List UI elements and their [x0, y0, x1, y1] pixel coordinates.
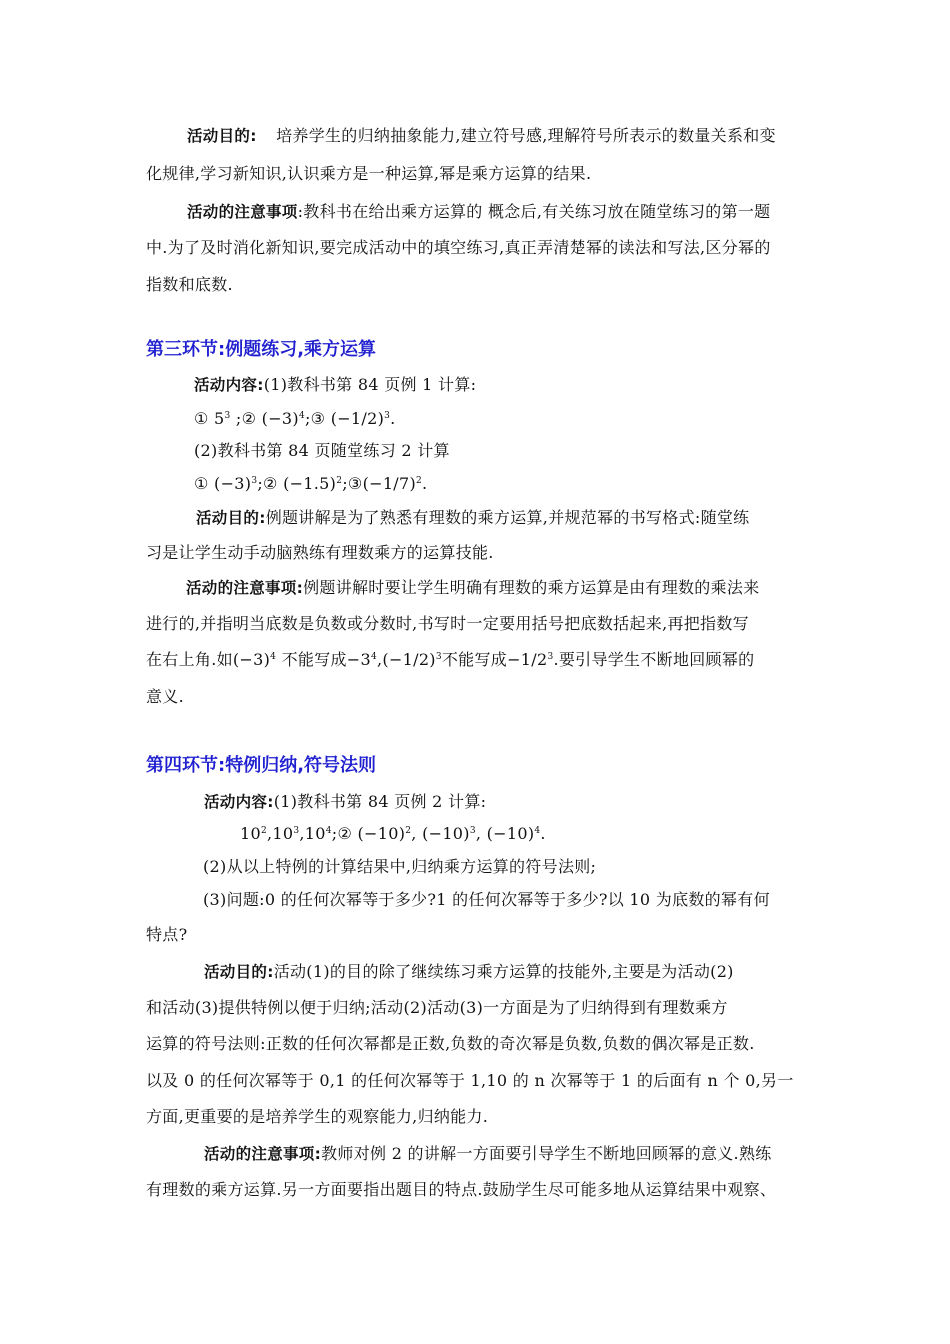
exponent: 3 [251, 476, 258, 486]
exponent: 2 [336, 476, 343, 486]
notes-text: 例题讲解时要让学生明确有理数的乘方运算是由有理数的乘法来 [303, 578, 760, 597]
purpose-text: 培养学生的归纳抽象能力,建立符号感,理解符号所表示的数量关系和变 [276, 126, 776, 145]
expr-text: ;② (−1.5) [257, 474, 337, 493]
notes-paragraph-line [204, 1144, 772, 1164]
purpose-paragraph-line [204, 962, 734, 982]
content-line [204, 792, 486, 812]
notes-text: 在右上角.如(−3) [146, 650, 271, 669]
purpose-label: 活动目的: [204, 963, 274, 981]
purpose-text-line: 化规律,学习新知识,认识乘方是一种运算,幂是乘方运算的结果. [146, 164, 592, 183]
exponent: 4 [370, 652, 378, 662]
expr-text: ,10 [267, 824, 294, 843]
exponent: 4 [298, 411, 305, 421]
expr-text: ;② (−10) [331, 824, 406, 843]
purpose-text-line: 运算的符号法则:正数的任何次幂都是正数,负数的奇次幂是负数,负数的偶次幂是正数. [146, 1034, 755, 1053]
notes-text-line: 中.为了及时消化新知识,要完成活动中的填空练习,真正弄清楚幂的读法和写法,区分幂的 [146, 238, 771, 257]
notes-paragraph-line [187, 202, 770, 222]
notes-text: :教科书在给出乘方运算的 概念后,有关练习放在随堂练习的第一题 [297, 202, 771, 221]
notes-label: 活动的注意事项: [186, 579, 304, 597]
content-text-line: (2)从以上特例的计算结果中,归纳乘方运算的符号法则; [203, 857, 597, 876]
exponent: 3 [435, 652, 442, 662]
exercise-line [194, 474, 427, 494]
purpose-text-line: 习是让学生动手动脑熟练有理数乘方的运算技能. [146, 543, 494, 562]
expr-text: , (−10) [475, 824, 535, 843]
exponent: 3 [384, 411, 391, 421]
exponent: 3 [469, 826, 476, 836]
expr-text: ;③(−1/7) [342, 474, 417, 493]
notes-text-line: 有理数的乘方运算.另一方面要指出题目的特点.鼓励学生尽可能多地从运算结果中观察、 [146, 1180, 777, 1199]
content-text: (1)教科书第 84 页例 1 计算: [263, 375, 477, 394]
expr-text: ① (−3) [194, 474, 252, 493]
purpose-text: 活动(1)的目的除了继续练习乘方运算的技能外,主要是为活动(2) [273, 962, 734, 981]
exponent: 4 [534, 826, 541, 836]
expr-text: . [422, 474, 428, 493]
expr-text: 10 [240, 824, 261, 843]
exponent: 4 [325, 826, 332, 836]
notes-text-line: 指数和底数. [146, 275, 233, 294]
exponent: 2 [405, 826, 412, 836]
notes-text-line: 意义. [146, 687, 184, 706]
purpose-text-line: 和活动(3)提供特例以便于归纳;活动(2)活动(3)一方面是为了归纳得到有理数乘方 [146, 998, 728, 1017]
exercise-line [240, 824, 546, 844]
content-label: 活动内容: [194, 376, 264, 394]
exponent: 2 [260, 826, 267, 836]
exponent: 4 [270, 652, 277, 662]
notes-text: 不能写成−3 [276, 650, 371, 669]
content-text-line: 特点? [146, 925, 188, 944]
exponent: 3 [547, 652, 554, 662]
purpose-text-line: 方面,更重要的是培养学生的观察能力,归纳能力. [146, 1107, 489, 1126]
expr-text: , (−10) [411, 824, 470, 843]
notes-label: 活动的注意事项: [204, 1145, 322, 1163]
notes-paragraph-line [186, 578, 760, 598]
exponent: 3 [224, 411, 231, 421]
notes-text-line: 进行的,并指明当底数是负数或分数时,书写时一定要用括号把底数括起来,再把指数写 [146, 614, 749, 633]
exponent: 3 [293, 826, 300, 836]
content-text-line: (2)教科书第 84 页随堂练习 2 计算 [194, 441, 450, 460]
notes-text: ,(−1/2) [377, 650, 436, 669]
purpose-paragraph-line [187, 126, 776, 146]
purpose-text-line: 以及 0 的任何次幂等于 0,1 的任何次幂等于 1,10 的 n 次幂等于 1 的后面有 n 个 0,另一 [146, 1071, 794, 1090]
expr-text: ① 5 [194, 409, 225, 428]
notes-text-line [146, 650, 754, 670]
purpose-text: 例题讲解是为了熟悉有理数的乘方运算,并规范幂的书写格式:随堂练 [265, 508, 750, 527]
content-text: (1)教科书第 84 页例 2 计算: [273, 792, 487, 811]
expr-text: ;③ (−1/2) [304, 409, 385, 428]
notes-text: 教师对例 2 的讲解一方面要引导学生不断地回顾幂的意义.熟练 [321, 1144, 772, 1163]
notes-text: 不能写成−1/2 [441, 650, 548, 669]
section-heading: 第四环节:特例归纳,符号法则 [146, 755, 377, 776]
notes-label: 活动的注意事项 [187, 203, 298, 221]
purpose-label: 活动目的: [187, 127, 257, 145]
exponent: 2 [416, 476, 423, 486]
purpose-label: 活动目的: [196, 509, 266, 527]
section-heading: 第三环节:例题练习,乘方运算 [146, 339, 377, 360]
purpose-paragraph-line [196, 508, 749, 528]
expr-text: ;② (−3) [230, 409, 299, 428]
content-label: 活动内容: [204, 793, 274, 811]
content-text-line: (3)问题:0 的任何次幂等于多少?1 的任何次幂等于多少?以 10 为底数的幂有何 [203, 890, 770, 909]
expr-text: . [540, 824, 546, 843]
expr-text: ,10 [299, 824, 326, 843]
expr-text: . [390, 409, 396, 428]
notes-text: .要引导学生不断地回顾幂的 [553, 650, 755, 669]
content-line [194, 375, 476, 395]
exercise-line [194, 409, 396, 429]
